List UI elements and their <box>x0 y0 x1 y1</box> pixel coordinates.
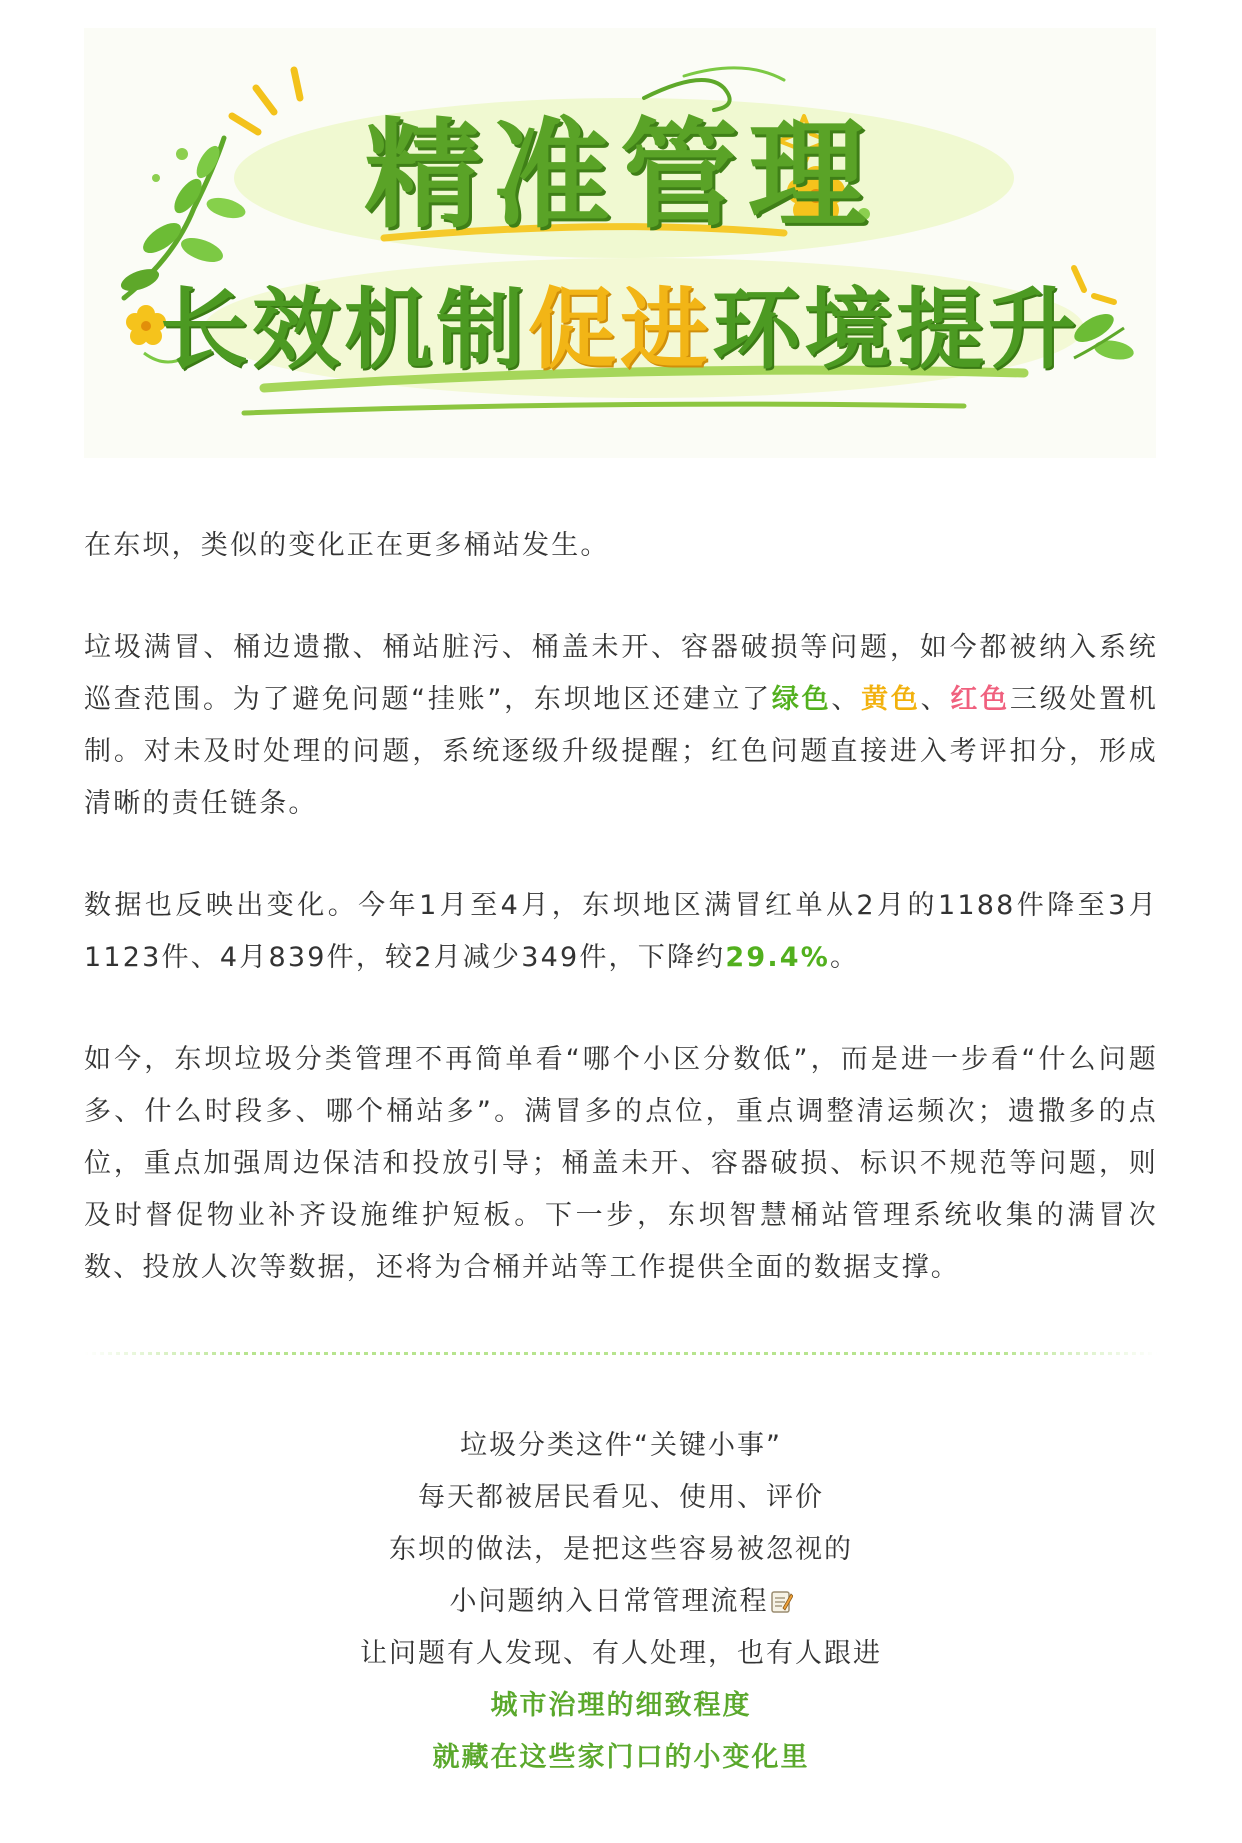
banner-title: 精准管理 <box>363 106 876 244</box>
closing-section <box>0 1420 1242 1784</box>
closing-line-5: 让问题有人发现、有人处理，也有人跟进 <box>360 1638 882 1669</box>
paragraph-data <box>84 880 1158 984</box>
subtitle-part2: 环境提升 <box>712 278 1081 381</box>
paragraph-mechanism <box>84 622 1158 830</box>
subtitle-part1: 长效机制 <box>159 278 528 381</box>
closing-line-1: 垃圾分类这件“关键小事” <box>460 1430 782 1461</box>
closing-line-3: 东坝的做法，是把这些容易被忽视的 <box>389 1534 853 1565</box>
separator: 、 <box>831 684 862 715</box>
paragraph-outlook: 如今，东坝垃圾分类管理不再简单看“哪个小区分数低”，而是进一步看“什么问题多、什么时段多、哪个桶站多”。满冒多的点位，重点调整清运频次；遗撒多的点位，重点加强周边保洁和投放引导；桶盖未开、容器破损、标识不规范等问题，则及时督促物业补齐设施维护短板。下一步，东坝智慧桶站管理系统收集的满冒次数、投放人次等数据，还将为合桶并站等工作提供全面的数据支撑。 <box>84 1044 1158 1283</box>
closing-line-4-text: 小问题纳入日常管理流程 <box>449 1586 769 1617</box>
level-red: 红色 <box>950 684 1010 715</box>
paragraph-intro: 在东坝，类似的变化正在更多桶站发生。 <box>84 530 610 561</box>
mechanism-text-a: 垃圾满冒、桶边遗撒、桶站脏污、桶盖未开、容器破损等问题，如今都被纳入系统巡查范围。为了避免问题“挂账”，东坝地区还建立了 <box>84 632 1158 715</box>
header-banner <box>84 28 1156 458</box>
separator: 、 <box>920 684 951 715</box>
mechanism-text-b: 三级处置机制。对未及时处理的问题，系统逐级升级提醒；红色问题直接进入考评扣分，形成清晰的责任链条。 <box>84 684 1159 819</box>
level-yellow: 黄色 <box>861 684 921 715</box>
memo-icon <box>771 1579 793 1603</box>
decline-percentage: 29.4% <box>725 942 831 973</box>
closing-line-6: 城市治理的细致程度 <box>490 1690 752 1721</box>
data-text-a: 数据也反映出变化。今年1月至4月，东坝地区满冒红单从2月的1188件降至3月1123件、4月839件，较2月减少349件，下降约 <box>84 890 1158 973</box>
data-text-b: 。 <box>830 942 860 973</box>
closing-line-4 <box>0 1576 1242 1628</box>
article-body <box>84 520 1158 1344</box>
section-divider <box>84 1352 1158 1355</box>
level-green: 绿色 <box>771 684 832 715</box>
closing-line-2: 每天都被居民看见、使用、评价 <box>418 1482 824 1513</box>
closing-line-7: 就藏在这些家门口的小变化里 <box>432 1742 810 1773</box>
banner-subtitle <box>84 278 1156 381</box>
subtitle-highlight: 促进 <box>527 278 712 381</box>
